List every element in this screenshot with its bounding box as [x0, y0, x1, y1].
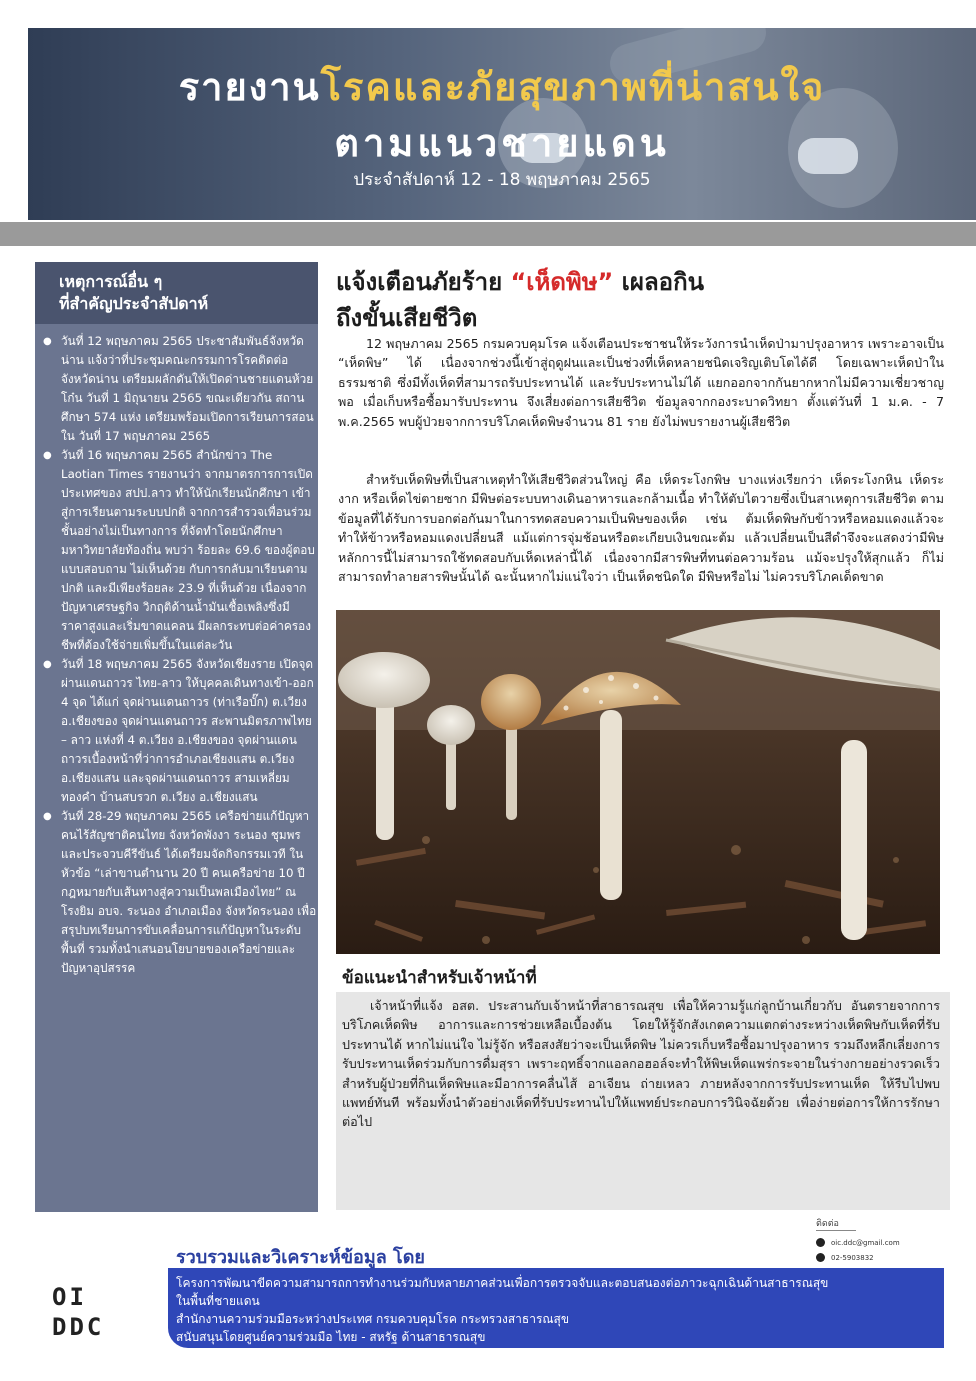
advice-box: [336, 992, 950, 1210]
mushroom-photo: [336, 610, 940, 954]
footer-credits-bar: [168, 1268, 944, 1348]
advice-title: ข้อแนะนำสำหรับเจ้าหน้าที่: [342, 968, 537, 988]
advice-text: เจ้าหน้าที่แจ้ง อสต. ประสานกับเจ้าหน้าที่สาธารณสุข เพื่อให้ความรู้แก่ลูกบ้านเกี่ยวกับ อันตรายจากการบริโภคเห็ดพิษ อาการและการช่วยเหลือเบื้องต้น โดยให้รู้จักสังเกตความแตกต่างระหว่างเห็ดพิษกับเห็ดที่รับประทานได้ หากไม่แน่ใจ ไม่รู้จัก หรือสงสัยว่าจะเป็นเห็ดพิษ ไม่ควรเก็บหรือซื้อมาปรุงอาหาร รวมถึงหลีกเลี่ยงการรับประทานเห็ดร่วมกับการดื่มสุรา เพราะฤทธิ์จากแอลกอฮอล์จะทำให้พิษเห็ดแพร่กระจายในร่างกายอย่างรวดเร็ว สำหรับผู้ป่วยที่กินเห็ดพิษและมีอาการคลื่นไส้ อาเจียน ถ่ายเหลว ภายหลังจากการรับประทานเห็ด ให้รีบไปพบแพทย์ทันที พร้อมทั้งนำตัวอย่างเห็ดที่รับประทานไปให้แพทย์ประกอบการวินิจฉัยด้วย เพื่อง่ายต่อการให้การรักษาต่อไป: [342, 998, 940, 1130]
article-headline: แจ้งเตือนภัยร้าย “เห็ดพิษ” เผลอกิน: [336, 268, 705, 296]
contact-email[interactable]: oic.ddc@gmail.com: [816, 1235, 926, 1250]
sidebar-title: เหตุการณ์อื่น ๆ ที่สำคัญประจำสัปดาห์: [35, 262, 318, 324]
credit-line: โครงการพัฒนาขีดความสามารถการทำงานร่วมกับหลายภาคส่วนเพื่อการตรวจจับและตอบสนองต่อภาวะฉุกเฉินด้านสาธารณสุข: [176, 1276, 829, 1290]
list-item: ● วันที่ 18 พฤษภาคม 2565 จังหวัดเชียงราย เปิดจุดผ่านแดนถาวร ไทย-ลาว ให้บุคคลเดินทางเข้า-ออก 4 จุด ได้แก่ จุดผ่านแดนถาวร (ท่าเรือบั๊ก) ต.เวียง อ.เชียงของ จุดผ่านแดนถาวร สะพานมิตรภาพไทย – ลาว แห่งที่ 4 ต.เวียง อ.เชียงของ จุดผ่านแดนถาวรเบื้องหน้าที่ว่าการอำเภอเชียงแสน ต.เวียง อ.เชียงแสน และจุดผ่านแดนถาวร สามเหลี่ยมทองคำ บ้านสบรวก ต.เวียง อ.เชียงแสน: [41, 655, 317, 807]
article-paragraph: สำหรับเห็ดพิษที่เป็นสาเหตุทำให้เสียชีวิตส่วนใหญ่ คือ เห็ดระโงกพิษ บางแห่งเรียกว่า เห็ดระโงกหิน เห็ดระงาก หรือเห็ดไข่ตายซาก มีพิษต่อระบบทางเดินอาหารและกล้ามเนื้อ ทำให้ตับไตวายซึ่งเป็นสาเหตุการเสียชีวิต ตามข้อมูลที่ได้รับการบอกต่อกันมาในการทดสอบความเป็นพิษของเห็ด เช่น ต้มเห็ดพิษกับข้าวหรือหอมแดงแล้วจะทำให้ข้าวหรือหอมแดงเปลี่ยนสี แม้แต่การจุ่มช้อนหรือตะเกียบเงินขณะต้ม แล้วเปลี่ยนเป็นสีดำจึงจะแสดงว่ามีพิษ หลักการนี้ไม่สามารถใช้ทดสอบกับเห็ดเหล่านี้ได้ เนื่องจากมีสารพิษที่ทนต่อความร้อน แม้จะปรุงให้สุกแล้ว ก็ไม่สามารถทำลายสารพิษนั้นได้ ฉะนั้นหากไม่แน่ใจว่า เป็นเห็ดชนิดใด มีพิษหรือไม่ ไม่ควรบริโภคเด็ดขาด: [338, 472, 944, 585]
credit-line: สนับสนุนโดยศูนย์ความร่วมมือ ไทย - สหรัฐ ด้านสาธารณสุข: [176, 1330, 486, 1344]
events-list: [41, 332, 317, 978]
contact-heading: ติดต่อ: [816, 1216, 856, 1231]
headline-highlight: “เห็ดพิษ”: [510, 268, 614, 296]
list-item: ● วันที่ 12 พฤษภาคม 2565 ประชาสัมพันธ์จังหวัดน่าน แจ้งว่าที่ประชุมคณะกรรมการโรคติดต่อจังหวัดน่าน เตรียมผลักดันให้เปิดด่านชายแดนห้วยโก๋น วันที่ 1 มิถุนายน 2565 ขณะเดียวกัน สถานศึกษา 574 แห่ง เตรียมพร้อมเปิดการเรียนการสอนใน วันที่ 17 พฤษภาคม 2565: [41, 332, 317, 446]
collected-by-heading: รวบรวมและวิเคราะห์ข้อมูล โดย: [176, 1247, 425, 1268]
credit-line: ในพื้นที่ชายแดน: [176, 1294, 260, 1308]
report-subtitle: ตามแนวชายแดน: [334, 121, 670, 165]
list-item: ● วันที่ 28-29 พฤษภาคม 2565 เครือข่ายแก้ปัญหาคนไร้สัญชาติคนไทย จังหวัดพังงา ระนอง ชุมพร และประจวบคีรีขันธ์ ได้เตรียมจัดกิจกรรมเวที ในหัวข้อ “เล่าขานตำนาน 20 ปี คนเครือข่าย 10 ปี กฎหมายกับเส้นทางสู่ความเป็นพลเมืองไทย” ณ โรงยิม อบจ. ระนอง อำเภอเมือง จังหวัดระนอง เพื่อสรุปบทเรียนการขับเคลื่อนการแก้ปัญหาในระดับพื้นที่ รวมทั้งนำเสนอนโยบายของเครือข่ายและปัญหาอุปสรรค: [41, 807, 317, 978]
report-title-highlight: โรคและภัยสุขภาพที่น่าสนใจ: [320, 65, 826, 109]
header-banner: [28, 28, 976, 220]
article-paragraph: 12 พฤษภาคม 2565 กรมควบคุมโรค แจ้งเตือนประชาชนให้ระวังการนำเห็ดป่ามาปรุงอาหาร เพราะอาจเป็น “เห็ดพิษ” ได้ เนื่องจากช่วงนี้เข้าสู่ฤดูฝนและเป็นช่วงที่เห็ดหลายชนิดเจริญเติบโตได้ดี โดยเฉพาะเห็ดป่าในธรรมชาติ ซึ่งมีทั้งเห็ดที่สามารถรับประทานได้ และรับประทานไม่ได้ แยกออกจากกันยากหากไม่มีความเชี่ยวชาญพอ เมื่อเก็บหรือซื้อมารับประทาน จึงเสี่ยงต่อการเสียชีวิต ข้อมูลจากกองระบาดวิทยา ตั้งแต่วันที่ 1 ม.ค. - 7 พ.ค.2565 พบผู้ป่วยจากการบริโภคเห็ดพิษจำนวน 81 ราย ยังไม่พบรายงานผู้เสียชีวิต: [338, 336, 944, 429]
oic-ddc-logo: OI DDC: [52, 1283, 105, 1341]
credit-line: สำนักงานความร่วมมือระหว่างประเทศ กรมควบคุมโรค กระทรวงสาธารณสุข: [176, 1312, 570, 1326]
article-headline-line2: ถึงขั้นเสียชีวิต: [336, 304, 478, 332]
phone-icon: [816, 1253, 825, 1262]
events-sidebar: [35, 262, 318, 1212]
mushroom-illustration: [336, 610, 940, 954]
header-divider: [0, 222, 976, 246]
report-week: ประจำสัปดาห์ 12 - 18 พฤษภาคม 2565: [353, 170, 651, 190]
report-title: รายงานโรคและภัยสุขภาพที่น่าสนใจ: [178, 65, 826, 109]
contact-phone[interactable]: 02-5903832: [816, 1250, 926, 1265]
email-icon: [816, 1238, 825, 1247]
list-item: ● วันที่ 16 พฤษภาคม 2565 สำนักข่าว The Laotian Times รายงานว่า จากมาตรการการเปิดประเทศของ สปป.ลาว ทำให้นักเรียนนักศึกษา เข้าสู่การเรียนตามระบบปกติ จากการสำรวจเพื่อนร่วมชั้นอย่างไม่เป็นทางการ ที่จัดทำโดยนักศึกษามหาวิทยาลัยท้องถิ่น พบว่า ร้อยละ 69.6 ของผู้ตอบแบบสอบถาม ไม่เห็นด้วย กับการกลับมาเรียนตามปกติ และมีเพียงร้อยละ 23.9 ที่เห็นด้วย เนื่องจากปัญหาเศรษฐกิจ วิกฤติด้านน้ำมันเชื้อเพลิงซึ่งมีราคาสูงและเริ่มขาดแคลน มีผลกระทบต่อค่าครองชีพที่ต้องใช้จ่ายเพิ่มขึ้นในแต่ละวัน: [41, 446, 317, 655]
